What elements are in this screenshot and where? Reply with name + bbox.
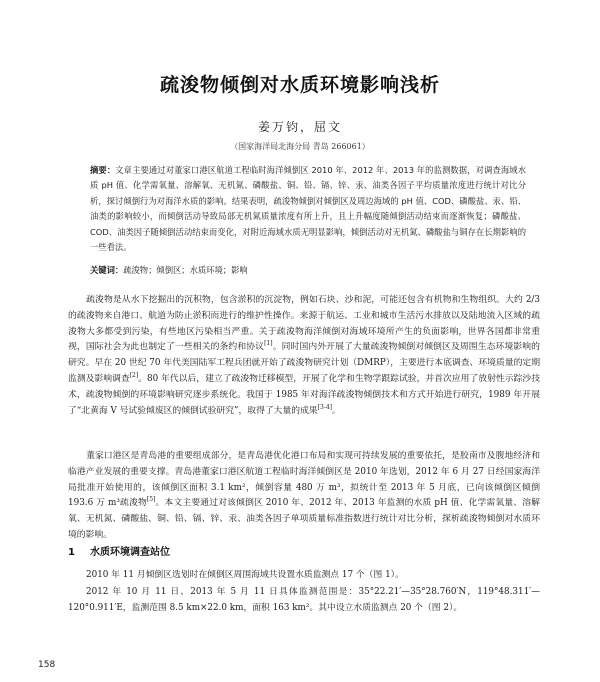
- p1-text-a: 疏浚物是从水下挖掘出的沉积物，包含淤积的沉淀物，例如石块、沙和泥，可能还包含有机物和生物组织。大约 2/3 的疏浚物来自港口、航道为防止淤积而进行的维护性操作。来源于航运、工业和城市生活污水排放以及陆地流入区域的疏浚物大多都受到污染，有些地区污染相当严重。关于疏浚物海洋倾倒对海域环境所产生的负面影响，世界各国都非常重视，国际社会为此也制定了一些相关的条约和协议: [68, 295, 540, 353]
- section-number: 1: [68, 547, 75, 558]
- paper-authors: 姜万钧，屈文: [257, 120, 342, 134]
- p4-text: 2012 年 10 月 11 日、2013 年 5 月 11 日具体监测范围是：35°22.21′—35°28.760′N，119°48.311′—120°0.911′E，监测范围 8.5 km×22.0 km，面积 163 km²。其中设立水质监测点 20 个（图 2）。: [68, 587, 540, 613]
- p1-text-d: 。: [332, 405, 341, 416]
- p3-text: 2010 年 11 月倾倒区选划时在倾倒区周围海域共设置水质监测点 17 个（图 1）。: [86, 570, 404, 580]
- citation-1: [1]: [264, 340, 273, 348]
- citation-3-4: [3-4]: [317, 403, 333, 411]
- p1-text-c: 。80 年代以后，建立了疏浚物迁移模型，开展了化学和生物学跟踪试验，并首次应用了放射性示踪沙技术，疏浚物倾倒的环境影响研究逐步系统化。我国于 1985 年对海洋疏浚物倾倒技术和方式开始进行研究，1989 年开展了“北黄海 V 号试验倾废区的倾倒试验研究”，取得了大量的成果: [68, 373, 540, 416]
- section-heading: [68, 543, 170, 558]
- p2-text-a: 董家口港区是青岛港的重要组成部分，是青岛港优化港口布局和实现可持续发展的重要依托，是胶南市及腹地经济和临港产业发展的重要支撑。青岛港董家口港区航道工程临时海洋倾倒区是 2010 年选划，2012 年 6 月 27 日经国家海洋局批准开始使用的，该倾倒区面积 3.1 km²，倾倒容量 480 万 m³，拟统计至 2013 年 5 月底，已向该倾倒区倾倒 193.6 万 m³疏浚物: [68, 451, 540, 509]
- body-paragraph-3: [68, 568, 540, 584]
- abstract-text: 文章主要通过对董家口港区航道工程临时海洋倾倒区 2010 年、2012 年、2013 年的监测数据，对调查海域水质 pH 值、化学需氧量、溶解氧、无机氮、磷酸盐、铜、铅、镉、锌、汞、油类各因子平均质量浓度进行统计对比分析，探讨倾倒行为对海洋水质的影响。结果表明，疏浚物倾倒对倾倒区及周边海域的 pH 值、COD、磷酸盐、汞、铅、油类的影响较小，而倾倒活动导致局部无机氮质量浓度有所上升，且上升幅度随倾倒活动结束而逐渐恢复；磷酸盐、COD、油类因子随倾倒活动结束而变化，对附近海域水质无明显影响，倾倒活动对无机氮、磷酸盐与铜存在长期影响的一些看法。: [90, 165, 526, 253]
- paper-title: 疏浚物倾倒对水质环境影响浅析: [159, 74, 440, 96]
- body-paragraph-4: [68, 585, 540, 617]
- abstract-label: 摘要：: [90, 165, 116, 175]
- keywords-label: 关键词：: [90, 265, 124, 275]
- keywords-text: 疏浚物；倾倒区；水质环境；影响: [123, 265, 248, 275]
- body-paragraph-2: [68, 449, 540, 544]
- citation-5: [5]: [146, 496, 156, 504]
- page-number: 158: [38, 660, 56, 670]
- section-title: 水质环境调查站位: [90, 547, 170, 558]
- keywords: [90, 264, 526, 276]
- citation-2: [2]: [129, 372, 139, 380]
- p1-text-b: 。同时国内外开展了大量疏浚物倾倒对倾倒区及周围生态环境影响的研究。早在 20 世纪 70 年代美国陆军工程兵团就开始了疏浚物研究计划（DMRP），主要进行本底调查、环境质量的定期监测及影响调查: [68, 342, 540, 384]
- body-paragraph-1: [68, 293, 540, 419]
- paper-affiliation: （国家海洋局北海分局 青岛 266061）: [230, 142, 370, 151]
- p2-text-b: 。本文主要通过对该倾倒区 2010 年、2012 年、2013 年监测的水质 pH 值、化学需氧量、溶解氧、无机氮、磷酸盐、铜、铅、镉、锌、汞、油类各因子单项质量标准指数进行统计对比分析，探析疏浚物倾倒对水质环境的影响。: [68, 498, 540, 540]
- abstract: [90, 163, 526, 255]
